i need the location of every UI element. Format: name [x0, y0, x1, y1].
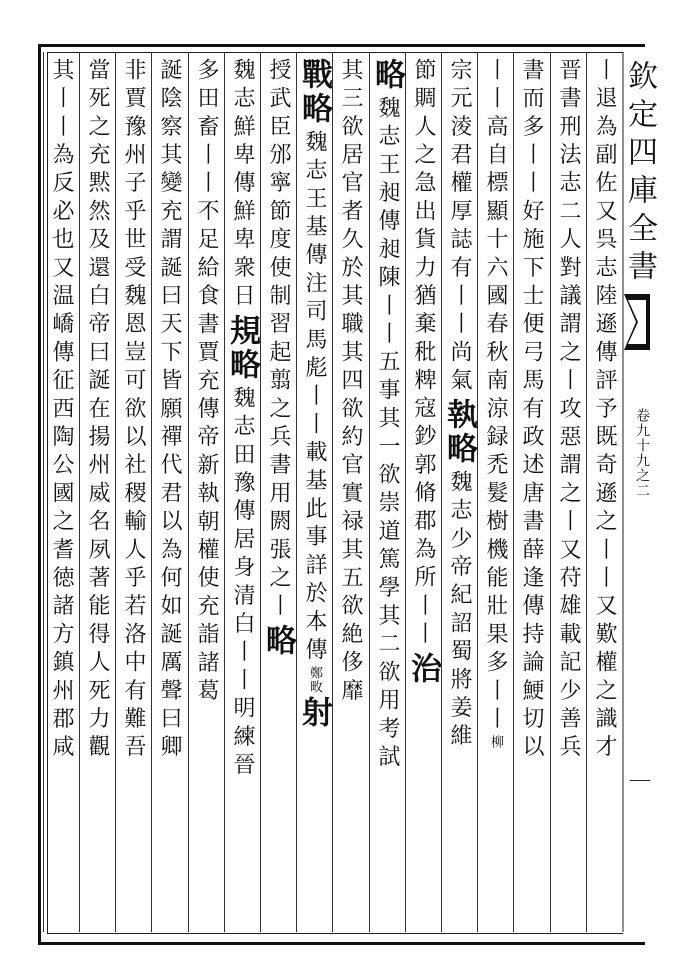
column-text: 魏志少帝紀詔蜀將姜維	[447, 470, 472, 753]
headword: 治	[405, 652, 441, 687]
column-text: 魏志鮮卑傳鮮卑衆日	[230, 58, 255, 312]
column-text: 誕陰察其變充謂誕曰天下皆願禪代君以為何如誕厲聲曰卿	[157, 58, 182, 763]
column-text: 丨丨高自標顯十六國春秋南涼録禿髮樹機能壯果多丨丨	[483, 58, 508, 735]
column-text: 魏志王基傳注司馬彪丨丨載基此事詳於本傳	[302, 130, 327, 666]
text-column	[41, 58, 81, 928]
fish-tail-mark	[622, 292, 652, 352]
column-text: 書而多丨丨好施下士便弓馬有政述唐書薛逢傳持論鯁切以	[519, 58, 544, 763]
text-column	[475, 58, 515, 928]
small-note: 鄭畋	[307, 665, 322, 694]
column-text: 宗元淩君權厚誌有丨丨尚氣	[447, 58, 472, 397]
text-column	[186, 58, 226, 928]
column-text: 魏志王昶傳昶陳丨丨五事其一欲崇道篤學其二欲用考試	[375, 96, 400, 773]
column-text: 寇鈔郭脩郡為所丨丨	[411, 396, 436, 651]
headword: 執略	[441, 398, 477, 467]
text-column	[258, 58, 298, 928]
volume-label: 卷九十九之二	[634, 408, 650, 498]
text-column	[294, 58, 334, 928]
text-column	[222, 58, 262, 928]
column-text: 書賈充傳帝新執朝權使充詣諸葛	[194, 311, 219, 707]
column-text: 晋書刑法志二人對議謂之丨攻惡謂之丨又苻雄載記少善兵	[556, 58, 581, 763]
headword: 射	[296, 695, 332, 730]
text-column	[403, 58, 443, 928]
column-text: 節賙人之急出貨力猶棄秕粺	[411, 58, 436, 397]
spine-title: 欽定四庫全書	[622, 60, 657, 288]
column-text: 當死之充黙然及還白帝曰誕在揚州威名夙著能得人死力觀	[85, 58, 110, 763]
headword: 略	[369, 58, 405, 92]
column-text: 授武臣邠寧節度使制習起翦之兵書用閼張之丨	[266, 58, 291, 622]
column-text: 丨退為副佐又呉志陸遜傳評予既奇遜之丨丨又歎權之識才	[592, 58, 617, 763]
text-column	[367, 58, 407, 928]
small-note: 柳	[488, 734, 503, 749]
column-text: 非賈豫州子乎世受魏恩豈可欲以社稷輸人乎若洛中有難吾	[121, 58, 146, 763]
text-column	[113, 58, 153, 928]
text-column	[584, 58, 624, 928]
text-column	[77, 58, 117, 928]
headword: 戰略	[296, 58, 332, 126]
text-column	[330, 58, 370, 928]
spine-rule	[630, 780, 650, 781]
text-column	[511, 58, 551, 928]
column-text: 其丨丨為反必也又温嶠傳征西陶公國之耆徳諸方鎮州郡咸	[49, 58, 74, 763]
headword: 規略	[224, 313, 260, 382]
headword: 略	[260, 624, 296, 658]
column-text: 魏志田豫傳居身清白丨丨明練晉	[230, 385, 255, 781]
text-column	[548, 58, 588, 928]
text-column	[439, 58, 479, 928]
column-text: 其三欲居官者久於其職其四欲約官實禄其五欲絶侈靡	[338, 58, 363, 707]
column-text: 多田畜丨丨不足給食	[194, 58, 219, 312]
text-column	[149, 58, 189, 928]
